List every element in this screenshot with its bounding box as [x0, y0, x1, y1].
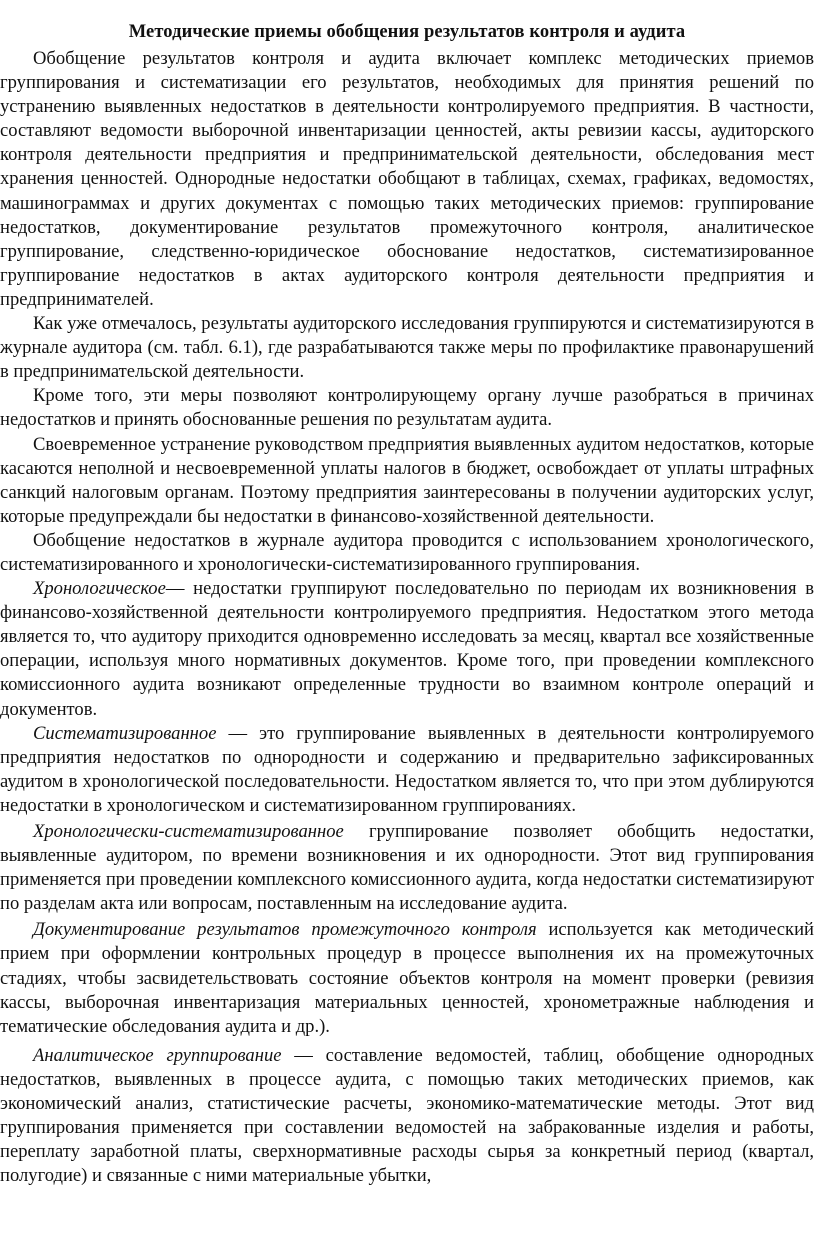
paragraph-text: — составление ведомостей, таблиц, обобщение однородных недостатков, выявленных в процессе аудита, с помощью таких методических приемов, как экономический анализ, статистические расчеты, экономико-математические методы. Этот вид группирования применяется при составлении ведомостей на забракованные изделия и работы, переплату заработной платы, сверхнормативные расходы сырья за конкретный период (квартал, полугодие) и связанные с ними материальные убытки,: [0, 1044, 814, 1187]
paragraph-text: Как уже отмечалось, результаты аудиторского исследования группируются и систематизируются в журнале аудитора (см. табл. 6.1), где разрабатываются также меры по профилактике правонарушений в предпринимательской деятельности.: [0, 313, 814, 383]
term-systematized: Систематизированное: [33, 722, 217, 744]
page-title: Методические приемы обобщения результатов контроля и аудита: [128, 22, 686, 42]
paragraph-text: Обобщение недостатков в журнале аудитора проводится с использованием хронологического, систематизированного и хронологически-систематизированного группирования.: [0, 529, 814, 575]
paragraph-text: Своевременное устранение руководством предприятия выявленных аудитом недостатков, которые касаются неполной и несвоевременной уплаты налогов в бюджет, освобождает от уплаты штрафных санкций налоговым органам. Поэтому предприятия заинтересованы в получении аудиторских услуг, которые предупреждали бы недостатки в финансово-хозяйственной деятельности.: [0, 433, 814, 527]
paragraph-chronological: [0, 577, 814, 722]
paragraph-text: используется как методический прием при оформлении контрольных процедур в процессе выполнения их на промежуточных стадиях, чтобы засвидетельствовать состояние объектов контроля на момент проверки (ревизия кассы, выборочная инвентаризация материальных ценностей, хронометражные наблюдения и тематические обследования аудита и др.).: [0, 919, 814, 1037]
paragraph-analytical: [0, 1044, 814, 1189]
term-documenting: Документирование результатов промежуточного контроля: [33, 919, 537, 941]
paragraph-text: — недостатки группируют последовательно по периодам их возникновения в финансово-хозяйственной деятельности контролируемого предприятия. Недостатком этого метода является то, что аудитору приходится одновременно исследовать за месяц, квартал все хозяйственные операции, используя много нормативных документов. Кроме того, при проведении комплексного комиссионного аудита возникают определенные трудности во взаимном контроле операций и документов.: [0, 578, 814, 720]
term-chrono-systematized: Хронологически-систематизированное: [33, 821, 344, 842]
paragraph-text: группирование позволяет обобщить недостатки, выявленные аудитором, по времени возникновения и их однородности. Этот вид группирования применяется при проведении комплексного комиссионного аудита, когда недостатки систематизируют по разделам акта или вопросам, поставленным на исследование аудита.: [0, 821, 814, 915]
paragraph-text: Кроме того, эти меры позволяют контролирующему органу лучше разобраться в причинах недостатков и принять обоснованные решения по результатам аудита.: [0, 385, 814, 431]
paragraph-measures: [0, 384, 814, 432]
paragraph-journal: [0, 312, 814, 384]
term-analytical: Аналитическое группирование: [33, 1044, 282, 1066]
paragraph-text: — это группирование выявленных в деятельности контролируемого предприятия недостатков по однородности и содержанию и предварительно зафиксированных аудитом в хронологической последовательности. Недостатком является то, что при этом дублируются недостатки в хронологическом и систематизированном группированиях.: [0, 722, 814, 816]
paragraph-systematized: [0, 722, 814, 818]
paragraph-documenting: [0, 918, 814, 1038]
paragraph-chrono-systematized: [0, 820, 814, 916]
paragraph-elimination: [0, 433, 814, 529]
term-chronological: Хронологическое: [33, 578, 166, 600]
paragraph-intro: [0, 47, 814, 312]
paragraph-generalization: [0, 529, 814, 577]
paragraph-text: Обобщение результатов контроля и аудита включает комплекс методических приемов группирования и систематизации его результатов, необходимых для принятия решений по устранению выявленных недостатков в деятельности контролируемого предприятия. В частности, составляют ведомости выборочной инвентаризации ценностей, акты ревизии кассы, аудиторского контроля деятельности предприятия и предпринимательской деятельности, обследования мест хранения ценностей. Однородные недостатки обобщают в таблицах, схемах, графиках, ведомостях, машинограммах и других документах с помощью таких методических приемов: группирование недостатков, документирование результатов промежуточного контроля, аналитическое группирование, следственно-юридическое обоснование недостатков, систематизированное группирование недостатков в актах аудиторского контроля деятельности предприятия и предпринимателей.: [0, 48, 814, 310]
